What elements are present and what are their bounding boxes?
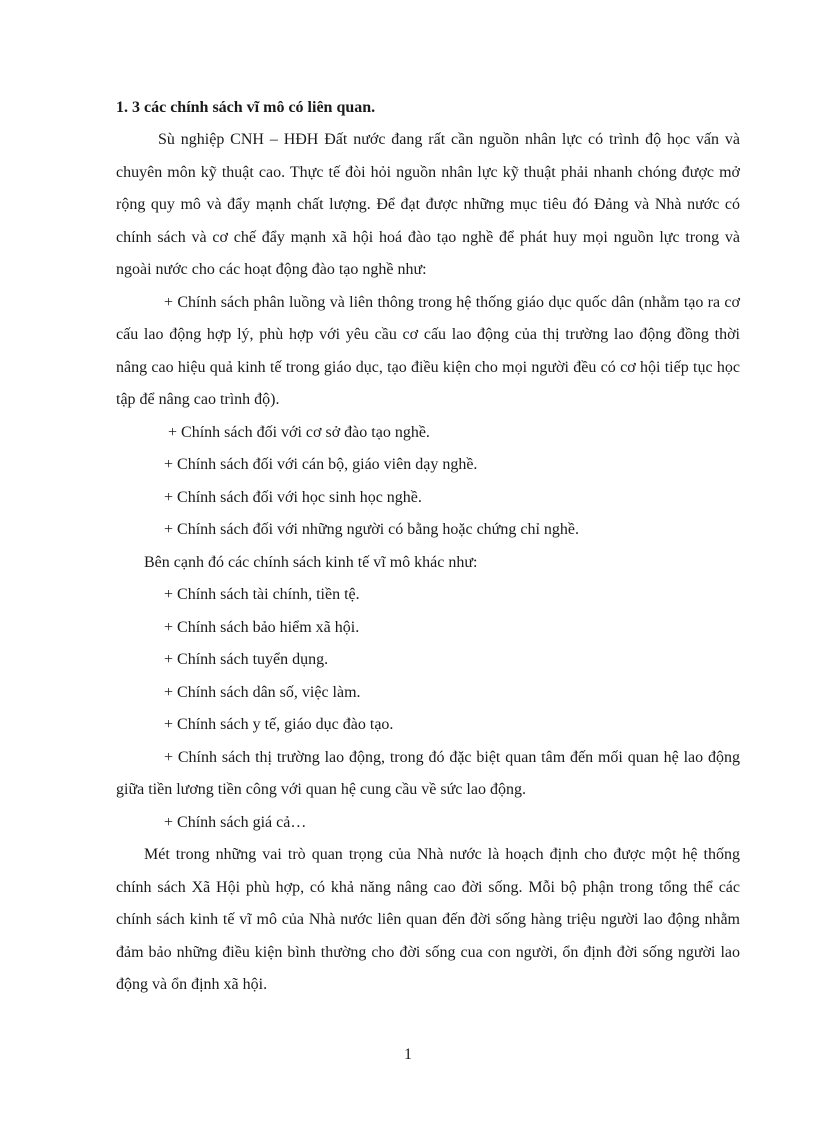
macro-policy-recruitment: + Chính sách tuyển dụng. bbox=[164, 651, 329, 668]
macro-policies-intro: Bên cạnh đó các chính sách kinh tế vĩ mô khác như: bbox=[144, 553, 478, 571]
section-heading: 1. 3 các chính sách vĩ mô có liên quan. bbox=[116, 99, 376, 116]
closing-paragraph: Mét trong những vai trò quan trọng của Nhà nước là hoạch định cho được một hệ thống chính sách Xã Hội phù hợp, có khả năng nâng cao đời sống. Mỗi bộ phận trong tổng thể các chính sách kinh tế vĩ mô của Nhà nước liên quan đến đời sống hàng triệu người lao động nhằm đảm bảo những điều kiện bình thường cho đời sống cua con người, ổn định đời sống người lao động và ổn định xã hội. bbox=[116, 846, 740, 993]
macro-policy-labor-market: + Chính sách thị trường lao động, trong đó đặc biệt quan tâm đến mối quan hệ lao động giữa tiền lương tiền công với quan hệ cung cầu về sức lao động. bbox=[116, 748, 740, 798]
page-number: 1 bbox=[404, 1046, 412, 1063]
training-policy-institutions: + Chính sách đối với cơ sở đào tạo nghề. bbox=[168, 423, 430, 441]
macro-policy-population: + Chính sách dân số, việc làm. bbox=[164, 683, 361, 701]
training-policy-students: + Chính sách đối với học sinh học nghề. bbox=[164, 488, 422, 506]
training-policy-certificates: + Chính sách đối với những người có bằng hoặc chứng chỉ nghề. bbox=[164, 521, 579, 538]
macro-policy-health-education: + Chính sách y tế, giáo dục đào tạo. bbox=[164, 716, 394, 733]
macro-policy-social-insurance: + Chính sách bảo hiểm xã hội. bbox=[164, 618, 360, 636]
intro-paragraph: Sù nghiệp CNH – HĐH Đất nước đang rất cần nguồn nhân lực có trình độ học vấn và chuyên môn kỹ thuật cao. Thực tế đòi hỏi nguồn nhân lực kỹ thuật phải nhanh chóng được mở rộng quy mô và đẩy mạnh chất lượng. Để đạt được những mục tiêu đó Đảng và Nhà nước có chính sách và cơ chế đẩy mạnh xã hội hoá đào tạo nghề để phát huy mọi nguồn lực trong và ngoài nước cho các hoạt động đào tạo nghề như: bbox=[116, 131, 740, 278]
document-page bbox=[116, 92, 740, 1002]
training-policy-teachers: + Chính sách đối với cán bộ, giáo viên dạy nghề. bbox=[164, 456, 478, 473]
macro-policy-prices: + Chính sách giá cả… bbox=[164, 813, 307, 831]
training-policy-streaming: + Chính sách phân luồng và liên thông trong hệ thống giáo dục quốc dân (nhằm tạo ra cơ cấu lao động hợp lý, phù hợp với yêu cầu cơ cấu lao động của thị trường lao động đồng thời nâng cao hiệu quả kinh tế trong giáo dục, tạo điều kiện cho mọi người đều có cơ hội tiếp tục học tập để nâng cao trình độ). bbox=[116, 293, 740, 408]
macro-policy-finance: + Chính sách tài chính, tiền tệ. bbox=[164, 586, 360, 603]
